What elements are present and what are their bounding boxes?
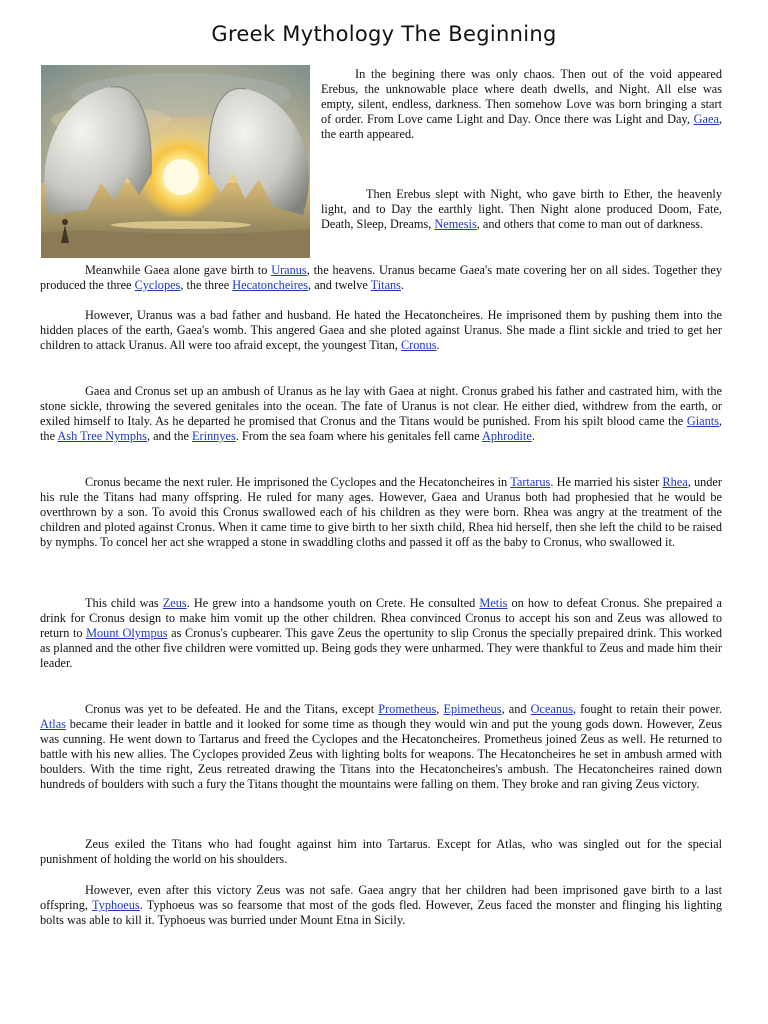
paragraph-3	[40, 263, 722, 293]
link-prometheus[interactable]: Prometheus	[378, 702, 437, 716]
paragraph-2	[321, 187, 722, 232]
page-title: Greek Mythology The Beginning	[211, 22, 557, 46]
header-painting	[41, 65, 310, 258]
link-erinnyes[interactable]: Erinnyes	[192, 429, 236, 443]
paragraph-10	[40, 883, 722, 928]
link-ash-tree-nymphs[interactable]: Ash Tree Nymphs	[57, 429, 147, 443]
paragraph-8	[40, 702, 722, 792]
paragraph-text: became their leader in battle and it looked for some time as though they would win and put the young gods down. However, Zeus was cunning. He went down to Tartarus and freed the Cyclopes and the Hecatoncheires. Prometheus joined Zeus as well. He returned to battle with his new allies. The Cyclopes provided Zeus with lighting bolts for weapons. The Hecatoncheires he set in ambush armed with boulders. With the time right, Zeus retreated drawing the Titans into the Hecatoncheires's ambush. The Hecatoncheires rained down hundreds of boulders with such a fury the Titans thought the mountains were falling on them. They broke and ran giving Zeus victory.	[40, 717, 722, 791]
link-mount-olympus[interactable]: Mount Olympus	[86, 626, 168, 640]
link-oceanus[interactable]: Oceanus	[530, 702, 573, 716]
link-gaea[interactable]: Gaea	[693, 112, 719, 126]
paragraph-text: .	[400, 278, 405, 292]
paragraph-text: Gaea and Cronus set up an ambush of Uranus as he lay with Gaea at night. Cronus grabed his father and castrated him, with the stone sickle, throwing the severed genitales into the ocean. The fate of Uranus is not clear. He either died, withdrew from the earth, or exiled himself to Italy. As he departed he promised that Cronus and the Titans would be punished. From his spilt blood came the	[40, 384, 722, 428]
link-hecatoncheires[interactable]: Hecatoncheires	[232, 278, 309, 292]
paragraph-text: . He married his sister	[550, 475, 663, 489]
link-aphrodite[interactable]: Aphrodite	[481, 429, 532, 443]
paragraph-text: Zeus exiled the Titans who had fought against him into Tartarus. Except for Atlas, who was singled out for the special punishment of holding the world on his shoulders.	[40, 837, 722, 866]
link-zeus[interactable]: Zeus	[162, 596, 187, 610]
paragraph-text: . From the sea foam where his genitales fell came	[235, 429, 482, 443]
paragraph-text: ,	[436, 702, 444, 716]
paragraph-1	[321, 67, 722, 142]
paragraph-text: , and others that come to man out of darkness.	[476, 217, 704, 231]
link-cyclopes[interactable]: Cyclopes	[134, 278, 181, 292]
paragraph-text: . He grew into a handsome youth on Crete. He consulted	[186, 596, 480, 610]
paragraph-text: , fought to retain their power.	[572, 702, 722, 716]
paragraph-text: .	[436, 338, 440, 352]
paragraph-text: However, even after this victory Zeus was not safe. Gaea angry that her children had been imprisoned gave birth to a last offspring,	[40, 883, 722, 912]
paragraph-text: Cronus became the next ruler. He imprisoned the Cyclopes and the Hecatoncheires in	[85, 475, 511, 489]
link-nemesis[interactable]: Nemesis	[434, 217, 477, 231]
paragraph-7	[40, 596, 722, 671]
link-giants[interactable]: Giants	[686, 414, 719, 428]
paragraph-text: Then Erebus slept with Night, who gave birth to Ether, the heavenly light, and to Day the earthly light. Then Night alone produced Doom, Fate, Death, Sleep, Dreams,	[321, 187, 722, 231]
link-atlas[interactable]: Atlas	[40, 717, 66, 731]
paragraph-text: However, Uranus was a bad father and husband. He hated the Hecatoncheires. He imprisoned them by pushing them into the hidden places of the earth, Gaea's womb. This angered Gaea and she ploted against Uranus. She made a flint sickle and tried to get her children to attack Uranus. All were too afraid except, the youngest Titan,	[40, 308, 722, 352]
paragraph-9	[40, 837, 722, 867]
paragraph-text: , and the	[146, 429, 193, 443]
paragraph-text: In the begining there was only chaos. Then out of the void appeared Erebus, the unknowable place where death dwells, and Night. All else was empty, silent, endless, darkness. Then somehow Love was born bringing a start of order. From Love came Light and Day. Once there was Light and Day,	[321, 67, 722, 126]
paragraph-6	[40, 475, 722, 550]
paragraph-5	[40, 384, 722, 444]
link-typhoeus[interactable]: Typhoeus	[92, 898, 140, 912]
paragraph-text: as Cronus's cupbearer. This gave Zeus the opertunity to slip Cronus the specially prepaired drink. This worked as planned and the other five children were vomitted up. Being gods they were unharmed. They were thankful to Zeus and made him their leader.	[40, 626, 722, 670]
paragraph-text: . Typhoeus was so fearsome that most of the gods fled. However, Zeus faced the monster and flinging his lighting bolts was able to kill it. Typhoeus was burried under Mount Etna in Sicily.	[40, 898, 722, 927]
paragraph-text: , and twelve	[308, 278, 371, 292]
paragraph-text: .	[531, 429, 535, 443]
paragraph-text: Cronus was yet to be defeated. He and the Titans, except	[85, 702, 379, 716]
paragraph-text: on how to defeat Cronus. She prepaired a drink for Cronus design to make him vomit up the other children. Rhea convinced Cronus to accept his son and Zeus was allowed to return to	[40, 596, 722, 640]
paragraph-text: , the	[40, 414, 722, 443]
link-tartarus[interactable]: Tartarus	[510, 475, 551, 489]
link-cronus[interactable]: Cronus	[400, 338, 437, 352]
paragraph-4	[40, 308, 722, 353]
link-epimetheus[interactable]: Epimetheus	[443, 702, 502, 716]
paragraph-text: , and	[501, 702, 531, 716]
paragraph-text: Meanwhile Gaea alone gave birth to	[85, 263, 272, 277]
paragraph-text: , under his rule the Titans had many offspring. He ruled for many ages. However, Gaea and Uranus both had prophesied that he would be overthrown by a son. To avoid this Cronus swallowed each of his children as they were born. Rhea was angry at the treatment of the children and ploted against Cronus. When it came time to give birth to her sixth child, Rhea hid herself, then she left the child to be raised by nymphs. To concel her act she wrapped a stone in swaddling cloths and passed it off as the baby to Cronus, who swallowed it.	[40, 475, 722, 549]
paragraph-text: , the earth appeared.	[321, 112, 722, 141]
paragraph-text: , the heavens. Uranus became Gaea's mate covering her on all sides. Together they produced the three	[40, 263, 722, 292]
paragraph-text: This child was	[85, 596, 163, 610]
link-uranus[interactable]: Uranus	[271, 263, 307, 277]
link-rhea[interactable]: Rhea	[662, 475, 688, 489]
link-titans[interactable]: Titans	[370, 278, 401, 292]
link-metis[interactable]: Metis	[479, 596, 508, 610]
paragraph-text: , the three	[180, 278, 233, 292]
